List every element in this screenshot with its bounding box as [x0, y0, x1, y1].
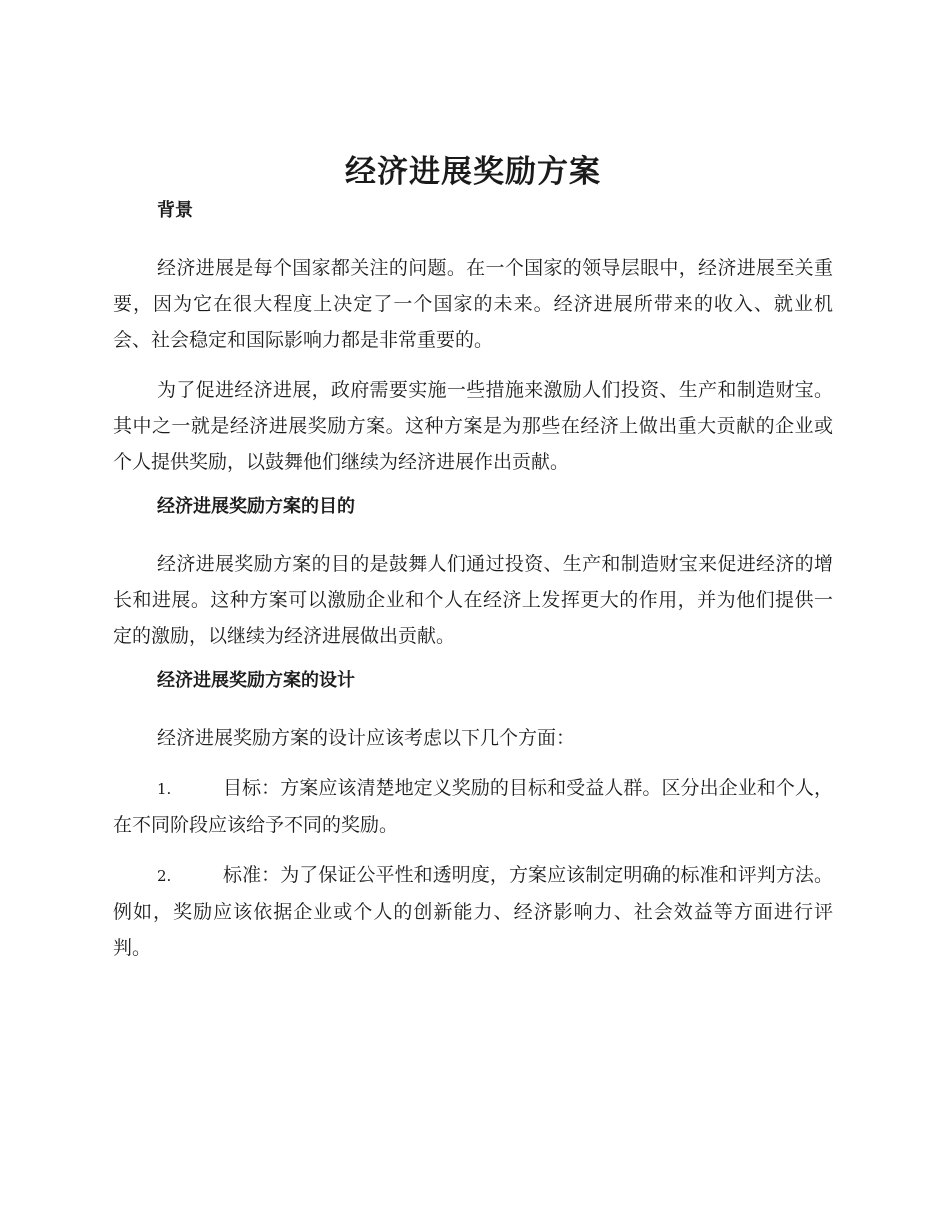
section-heading: 经济进展奖励方案的设计 [157, 670, 355, 691]
list-number: 1. [157, 780, 172, 798]
section-background [113, 198, 833, 480]
document-page [113, 150, 833, 980]
paragraph: 经济进展奖励方案的设计应该考虑以下几个方面： [157, 727, 576, 749]
paragraph: 经济进展是每个国家都关注的问题。在一个国家的领导层眼中，经济进展至关重要，因为它在很大程度上决定了一个国家的未来。经济进展所带来的收入、就业机会、社会稳定和国际影响力都是非常重要的。 [113, 257, 833, 351]
document-title: 经济进展奖励方案 [345, 154, 601, 190]
section-heading: 背景 [157, 200, 193, 221]
paragraph: 为了促进经济进展，政府需要实施一些措施来激励人们投资、生产和制造财宝。其中之一就是经济进展奖励方案。这种方案是为那些在经济上做出重大贡献的企业或个人提供奖励，以鼓舞他们继续为经济进展作出贡献。 [113, 379, 833, 473]
section-design [113, 668, 833, 966]
list-item [113, 857, 833, 966]
list-number: 2. [157, 867, 172, 885]
list-item [113, 770, 833, 843]
list-item-text: 目标：方案应该清楚地定义奖励的目标和受益人群。区分出企业和个人，在不同阶段应该给予不同的奖励。 [113, 777, 833, 836]
list-item-text: 标准：为了保证公平性和透明度，方案应该制定明确的标准和评判方法。例如，奖励应该依据企业或个人的创新能力、经济影响力、社会效益等方面进行评判。 [113, 864, 833, 959]
section-purpose [113, 494, 833, 654]
paragraph: 经济进展奖励方案的目的是鼓舞人们通过投资、生产和制造财宝来促进经济的增长和进展。这种方案可以激励企业和个人在经济上发挥更大的作用，并为他们提供一定的激励，以继续为经济进展做出贡献。 [113, 553, 833, 647]
section-heading: 经济进展奖励方案的目的 [157, 496, 355, 517]
